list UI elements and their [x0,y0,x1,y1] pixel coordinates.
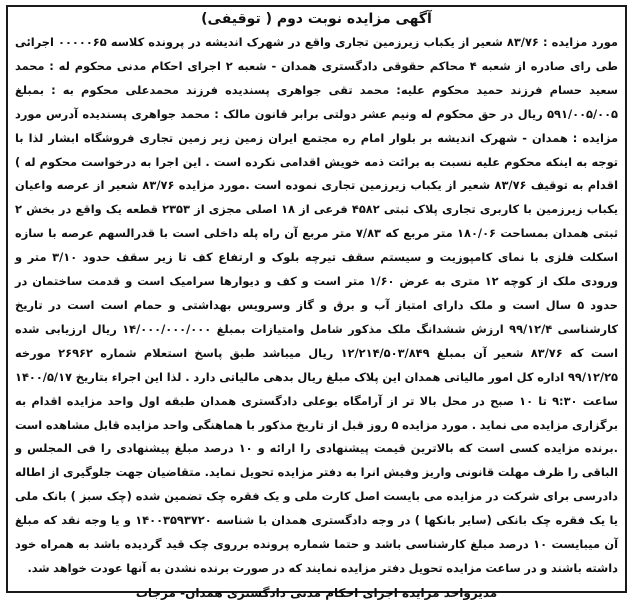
notice-title: آگهی مزایده نوبت دوم ( توقیفی) [201,11,432,27]
notice-signature: مدیرواحد مزایده اجرای احکام مدنی دادگستری همدان- مزجات [135,585,498,600]
auction-notice [6,5,627,600]
notice-body: مورد مزایده : ۸۳/۷۶ شعیر از یکباب زیرزمین تجاری واقع در شهرک اندیشه در پرونده کلاسه ۰۰۰۰۰۶۵ اجرائی طی رای صادره از شعبه ۴ محاکم حقوقی دادگستری همدان - شعبه ۲ اجرای احکام مدنی محکوم له : محمد سعید حسام فرزند حمید محکوم علیه: محمد تقی جواهری پسندیده فرزند محمدعلی محکوم به : بمبلغ ۵۹۱/۰۰۵/۰۰۵ ریال در حق محکوم له ونیم عشر دولتی برابر قانون مالک : محمد جواهری پسندیده آدرس مورد مزایده : همدان - شهرک اندیشه بر بلوار امام ره مجتمع ایران زمین زیر زمین تجاری فروشگاه ابشار لذا با توجه به اینکه محکوم علیه نسبت به برائت ذمه خویش اقدامی نکرده است . این اجرا به درخواست محکوم له ) اقدام به توقیف ۸۳/۷۶ شعیر از یکباب زیرزمین تجاری نموده است .مورد مزایده ۸۳/۷۶ شعیر از عرصه واعیان یکباب زیرزمین با کاربری تجاری پلاک ثبتی ۴۵۸۲ فرعی از ۱۸ اصلی مجزی از ۲۳۵۳ قطعه یک واقع در بخش ۲ ثبتی همدان بمساحت ۱۸۰/۰۶ متر مربع که ۷/۸۳ متر مربع آن راه پله داخلی است با قدرالسهم عرصه با سازه اسکلت فلزی با نمای کامپوزیت و سیستم سقف تیرچه بلوک و ارتفاع کف تا زیر سقف حدود ۳/۱۰ متر و ورودی ملک از کوچه ۱۲ متری به عرض ۱/۶۰ متر است و کف و دیوارها سرامیک است و قدمت ساختمان در حدود ۵ سال است و ملک دارای امتیاز آب و برق و گاز وسرویس بهداشتی و حمام است است در تاریخ کارشناسی ۹۹/۱۲/۴ ارزش ششدانگ ملک مذکور شامل وامتیازات بمبلغ ۱۴/۰۰۰/۰۰۰/۰۰۰ ریال ارزیابی شده است که ۸۳/۷۶ شعیر آن بمبلغ ۱۲/۲۱۴/۵۰۳/۸۴۹ ریال میباشد طبق پاسخ استعلام شماره ۲۶۹۶۲ مورخه ۹۹/۱۲/۲۵ اداره کل امور مالیاتی همدان این پلاک مبلغ ریال بدهی مالیاتی دارد . لذا این اجراء بتاریخ ۱۴۰۰/۵/۱۷ ساعت ۹:۳۰ تا ۱۰ صبح در محل بالا تر از آرامگاه بوعلی دادگستری همدان طبقه اول واحد مزایده اقدام به برگزاری مزایده می نماید . مورد مزایده ۵ روز قبل از تاریخ مذکور با هماهنگی واحد مزایده قابل مشاهده است .برنده مزایده کسی است که بالاترین قیمت پیشنهادی را ارائه و ۱۰ درصد مبلغ پیشنهادی را فی المجلس و الباقی را ظرف مهلت قانونی واریز وفیش انرا به دفتر مزایده تحویل نماید. متقاضیان جهت جلوگیری از اطاله دادرسی برای شرکت در مزایده می بایست اصل کارت ملی و یک فقره چک تضمین شده (چک سبز ) بانک ملی یا یک فقره چک بانکی (سایر بانکها ) در وجه دادگستری همدان با شناسه ۱۴۰۰۳۵۹۳۷۲۰ و یا وجه نقد که مبلغ آن میبایست ۱۰ درصد مبلغ کارشناسی باشد و حتما شماره پرونده برروی چک قید گردیده باشد به همراه خود داشته باشند و در ساعت مزایده تحویل دفتر مزایده نمایند که در صورت برنده نشدن به آنها عودت خواهد شد. [15,35,619,575]
